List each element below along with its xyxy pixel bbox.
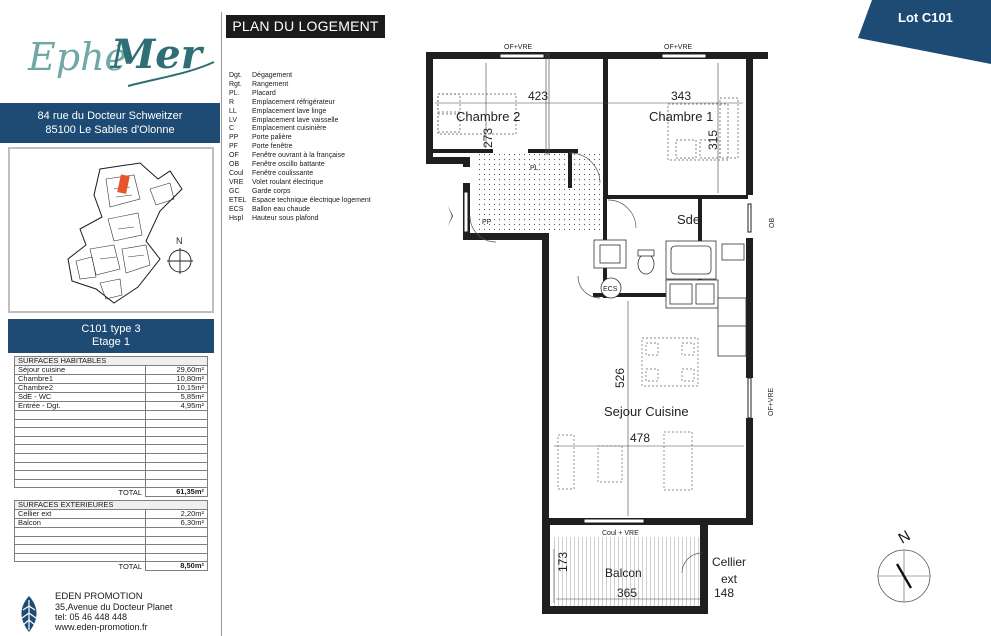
window-label-sde: OB — [769, 217, 776, 228]
label-sejour-cuisine: Sejour Cuisine — [604, 404, 689, 419]
empty-row — [15, 436, 208, 445]
legend-text: Espace technique électrique logement — [252, 196, 371, 204]
row-label: Chambre1 — [15, 375, 146, 384]
legend-text: Volet roulant électrique — [252, 178, 324, 186]
legend-abbr: R — [229, 98, 235, 106]
total-value: 61,35m² — [146, 488, 208, 497]
legend-text: Emplacement lave linge — [252, 107, 327, 115]
row-label: Séjour cuisine — [15, 366, 146, 375]
legend-item — [229, 206, 392, 215]
legend-item — [229, 170, 392, 179]
logo-text-part1: Ephé — [28, 35, 128, 79]
legend-abbr: ECS — [229, 205, 244, 213]
legend-text: Emplacement réfrigérateur — [252, 98, 335, 106]
legend-abbr: LV — [229, 116, 238, 124]
legend-item — [229, 188, 392, 197]
window-label-bottom: Coul + VRE — [602, 530, 639, 537]
bathroom-fixtures — [594, 240, 744, 279]
legend-item — [229, 134, 392, 143]
window-opening-bottom — [584, 519, 644, 523]
entry-door-marker — [448, 206, 453, 226]
legend-item — [229, 197, 392, 206]
label-cellier: Cellier — [712, 555, 747, 569]
table-row — [15, 519, 208, 528]
row-label: Cellier ext — [15, 510, 146, 519]
legend-abbr: LL — [229, 107, 237, 115]
legend-abbr: GC — [229, 187, 240, 195]
legend-item — [229, 117, 392, 126]
dim-cellier-width: 148 — [714, 586, 735, 600]
habitable-surfaces-table — [14, 356, 208, 497]
compass-north-label: N — [895, 527, 914, 548]
address-box — [0, 103, 220, 143]
empty-row — [15, 445, 208, 454]
dining-table — [642, 338, 698, 386]
row-label: SdE - WC — [15, 393, 146, 402]
floor-plan — [418, 38, 780, 614]
legend-item — [229, 81, 392, 90]
legend-abbr: OB — [229, 161, 240, 169]
window-label-top-right: OF+VRE — [664, 44, 693, 51]
north-compass — [874, 524, 940, 608]
legend-item — [229, 161, 392, 170]
unit-floor: Etage 1 — [92, 336, 130, 348]
logo-text-part2: Mer — [111, 31, 202, 78]
table-header: SURFACES EXTERIEURES — [15, 501, 208, 510]
legend — [229, 72, 392, 223]
promoter-website[interactable]: www.eden-promotion.fr — [55, 622, 148, 632]
dim-ch2-width: 423 — [528, 89, 549, 103]
legend-abbr: Coul — [229, 169, 244, 177]
living-furniture — [558, 432, 692, 490]
legend-item — [229, 108, 392, 117]
row-label: Chambre2 — [15, 384, 146, 393]
dim-ch2-height: 273 — [481, 127, 495, 148]
promoter-name: EDEN PROMOTION — [55, 591, 143, 602]
legend-abbr: OF — [229, 152, 239, 160]
dim-ch1-height: 315 — [706, 129, 720, 150]
row-value: 2,20m² — [146, 510, 208, 519]
column-divider — [221, 12, 222, 636]
row-value: 10,80m² — [146, 375, 208, 384]
unit-type: C101 type 3 — [81, 323, 141, 335]
legend-item — [229, 143, 392, 152]
table-row — [15, 510, 208, 519]
empty-row — [15, 536, 208, 545]
legend-item — [229, 179, 392, 188]
empty-row — [15, 471, 208, 480]
legend-abbr: PL. — [229, 89, 240, 97]
empty-row — [15, 428, 208, 437]
row-value: 4,95m² — [146, 402, 208, 411]
empty-row — [15, 528, 208, 537]
brand-logo — [18, 8, 218, 98]
row-value: 6,30m² — [146, 519, 208, 528]
window-label-sejour: OF+VRE — [768, 387, 775, 416]
legend-abbr: Dgt. — [229, 72, 242, 79]
label-pl: PL — [530, 165, 539, 172]
total-label: TOTAL — [15, 488, 146, 497]
row-value: 10,15m² — [146, 384, 208, 393]
kitchen-counter — [666, 280, 746, 356]
legend-text: Dégagement — [252, 72, 293, 79]
legend-item — [229, 90, 392, 99]
lot-label: Lot C101 — [898, 10, 953, 25]
legend-abbr: PF — [229, 143, 238, 151]
empty-row — [15, 453, 208, 462]
mini-compass-label: N — [176, 236, 183, 246]
label-balcon: Balcon — [605, 566, 642, 580]
row-label: Balcon — [15, 519, 146, 528]
label-sde: Sde — [677, 212, 701, 227]
legend-item — [229, 215, 392, 224]
legend-text: Emplacement cuisinière — [252, 125, 327, 133]
legend-abbr: Rgt. — [229, 80, 242, 88]
dim-balcon-width: 365 — [617, 586, 638, 600]
total-value: 8,50m² — [146, 562, 208, 571]
location-mini-map — [8, 147, 214, 313]
legend-item — [229, 72, 392, 81]
dim-sejour-height: 526 — [613, 367, 627, 388]
info-column — [0, 0, 220, 636]
empty-row — [15, 419, 208, 428]
label-cellier-ext: ext — [721, 572, 738, 586]
legend-text: Fenêtre oscillo battante — [252, 161, 325, 169]
total-label: TOTAL — [15, 562, 146, 571]
address-line1: 84 rue du Docteur Schweitzer — [37, 110, 183, 122]
legend-text: Rangement — [252, 80, 289, 88]
legend-abbr: VRE — [229, 178, 244, 186]
label-chambre1: Chambre 1 — [649, 109, 714, 124]
corridor-floor — [476, 151, 606, 232]
empty-row — [15, 411, 208, 420]
legend-text: Garde corps — [252, 187, 291, 195]
legend-text: Placard — [252, 89, 276, 97]
row-value: 5,85m² — [146, 393, 208, 402]
total-row — [15, 562, 208, 571]
legend-text: Fenêtre ouvrant à la française — [252, 152, 345, 160]
dim-sejour-width: 478 — [630, 431, 651, 445]
legend-abbr: ETEL — [229, 196, 247, 204]
legend-abbr: Hspl — [229, 214, 244, 222]
row-value: 29,60m² — [146, 366, 208, 375]
window-label-top-left: OF+VRE — [504, 44, 533, 51]
exterior-surfaces-table — [14, 500, 208, 571]
empty-row — [15, 462, 208, 471]
unit-box — [8, 319, 214, 353]
legend-text: Porte fenêtre — [252, 143, 293, 151]
mini-compass — [167, 236, 193, 274]
plan-title: PLAN DU LOGEMENT — [226, 15, 385, 38]
promoter-phone: tel: 05 46 448 448 — [55, 612, 128, 622]
dim-balcon-height: 173 — [556, 551, 570, 572]
promoter-address: 35,Avenue du Docteur Planet — [55, 602, 173, 612]
label-ecs: ECS — [603, 286, 618, 293]
label-pp: PP — [482, 219, 492, 226]
empty-row — [15, 553, 208, 562]
legend-text: Fenêtre coulissante — [252, 169, 314, 177]
legend-text: Hauteur sous plafond — [252, 214, 319, 222]
legend-item — [229, 99, 392, 108]
legend-item — [229, 152, 392, 161]
lot-banner — [858, 0, 991, 64]
empty-row — [15, 545, 208, 554]
dim-ch1-width: 343 — [671, 89, 692, 103]
legend-item — [229, 125, 392, 134]
legend-abbr: PP — [229, 134, 239, 142]
table-row — [15, 402, 208, 411]
row-label: Entrée - Dgt. — [15, 402, 146, 411]
table-header: SURFACES HABITABLES — [15, 357, 208, 366]
total-row — [15, 488, 208, 497]
promoter-block — [16, 592, 216, 636]
label-chambre2: Chambre 2 — [456, 109, 521, 124]
legend-text: Emplacement lave vaisselle — [252, 116, 339, 124]
address-line2: 85100 Le Sables d'Olonne — [45, 124, 175, 136]
legend-text: Porte palière — [252, 134, 292, 142]
legend-abbr: C — [229, 125, 235, 133]
promoter-logo-icon — [16, 594, 42, 634]
legend-text: Ballon eau chaude — [252, 205, 310, 213]
